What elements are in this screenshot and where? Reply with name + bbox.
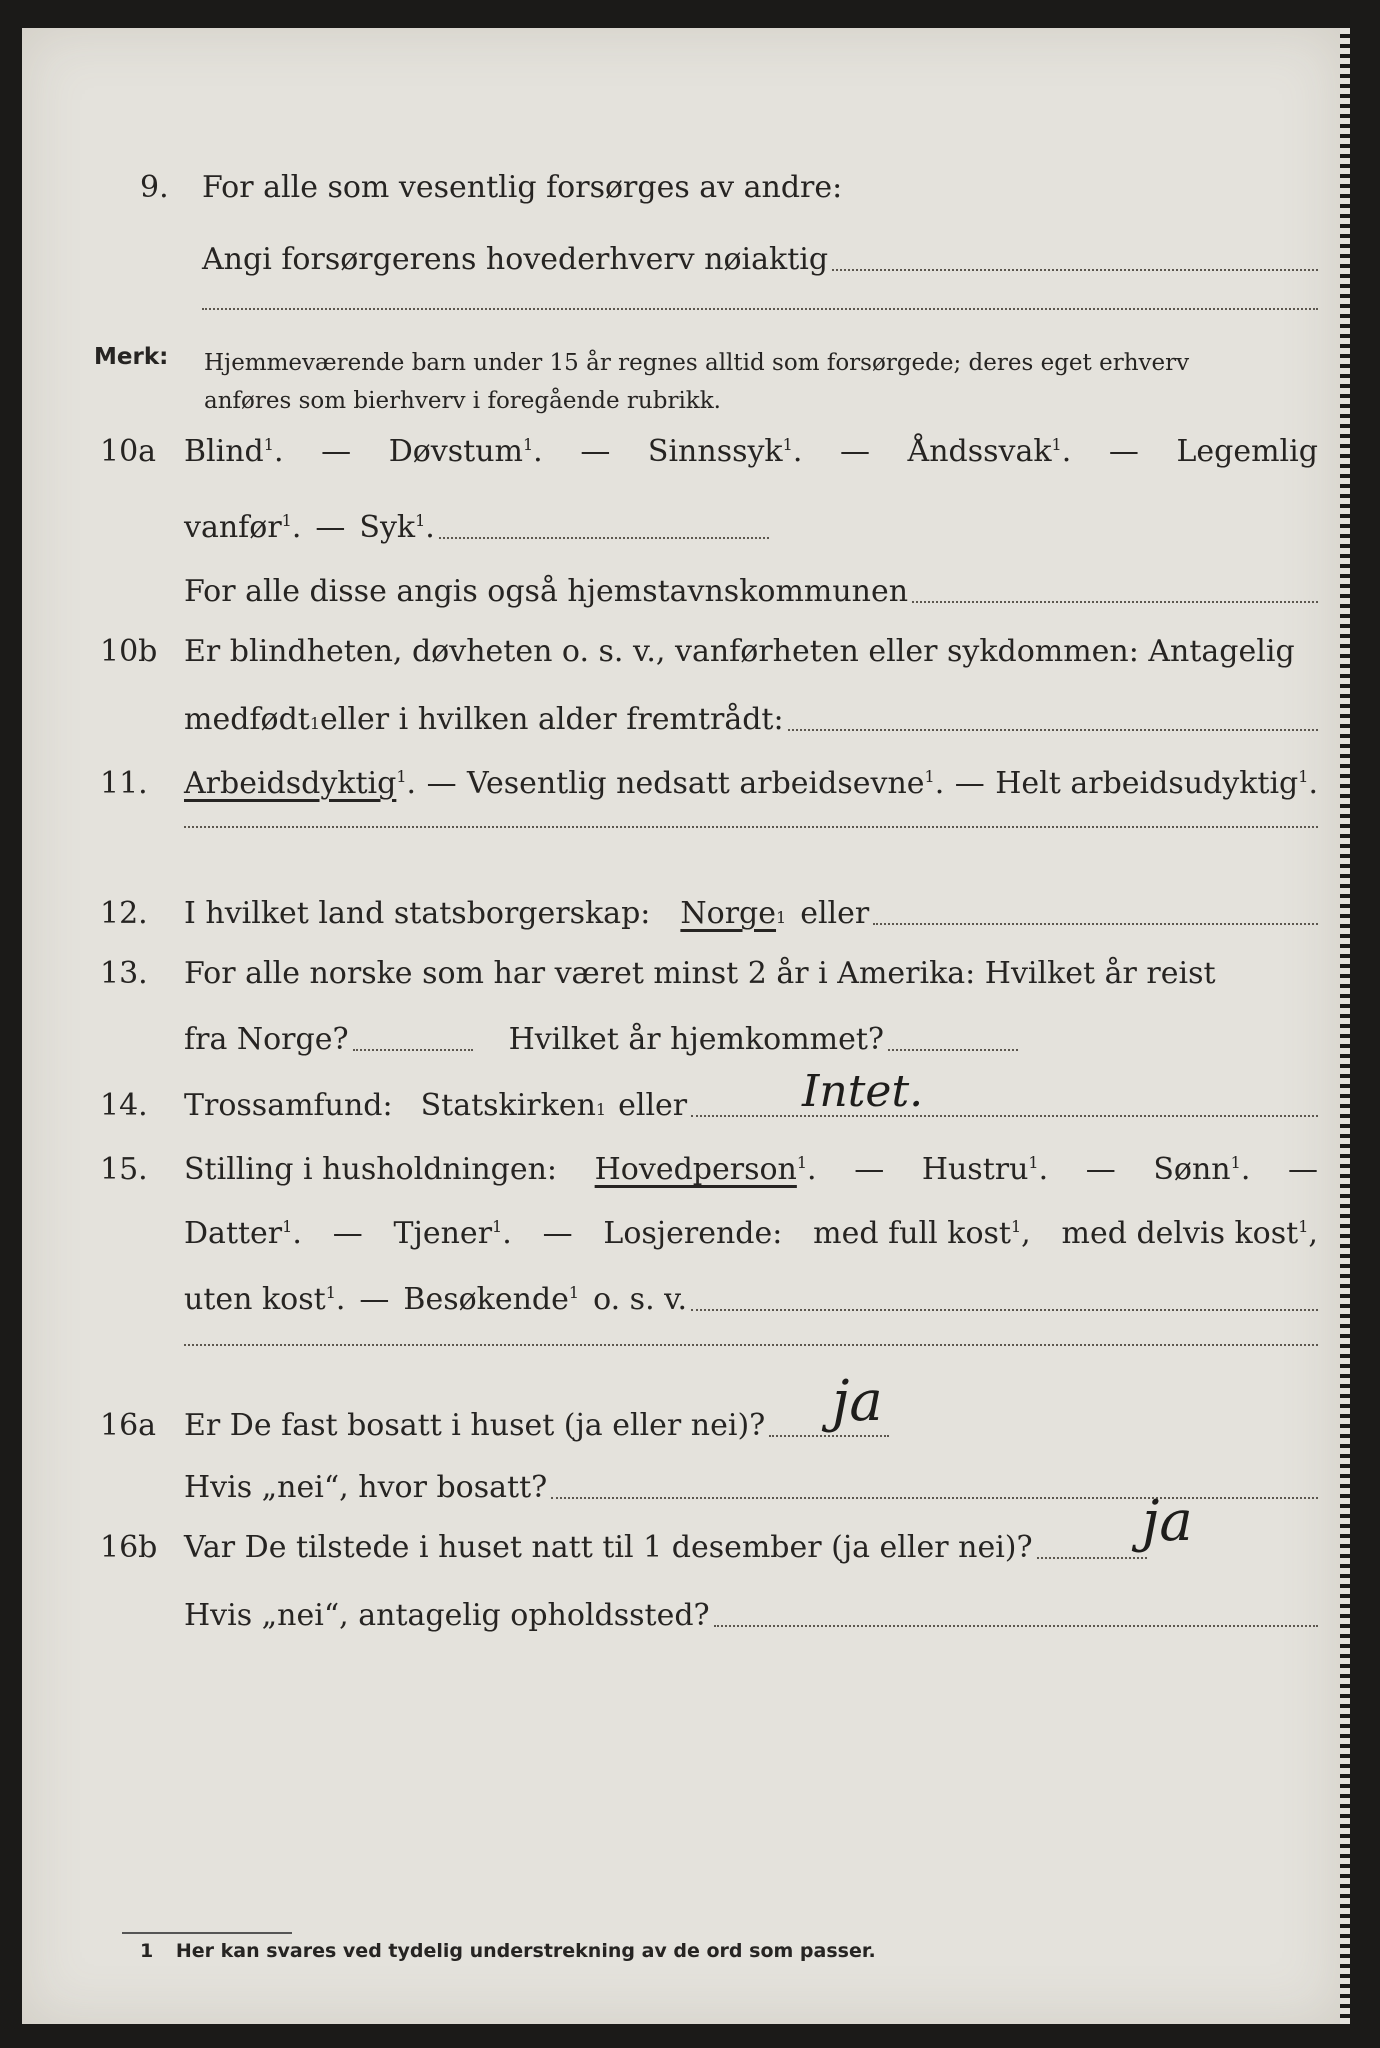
opt-dovstum[interactable]: Døvstum — [388, 434, 523, 469]
opt-besokende[interactable]: Besøkende — [403, 1282, 569, 1317]
q14-number: 14. — [100, 1088, 148, 1123]
merk-label: Merk: — [94, 344, 169, 370]
q9-extra-line[interactable] — [202, 308, 1318, 310]
opt-full-kost[interactable]: med full kost — [813, 1216, 1011, 1251]
footnote-text: Her kan svares ved tydelig understrekning av de ord som passer. — [175, 1940, 876, 1962]
opt-sinnssyk[interactable]: Sinnssyk — [647, 434, 783, 469]
q11-row: 11. Arbeidsdyktig$^1$. — Vesentlig nedsatt arbeidsevne$^1$. — Helt arbeidsudyktig$^1$. — [22, 764, 1342, 804]
q10b-answer-line[interactable] — [788, 729, 1318, 731]
q13-row2 — [22, 1020, 1342, 1060]
opt-delvis-kost[interactable]: med delvis kost — [1061, 1216, 1299, 1251]
q9-number: 9. — [140, 170, 169, 205]
q10b-alder-prompt: eller i hvilken alder fremtrådt: — [320, 702, 784, 737]
opt-uten-kost[interactable]: uten kost — [184, 1282, 326, 1317]
q12-number: 12. — [100, 896, 148, 931]
q10b-number: 10b — [100, 634, 158, 669]
q16a-number: 16a — [100, 1408, 157, 1443]
q9-prompt-row — [22, 240, 1342, 280]
q16a-prompt: Er De fast bosatt i huset (ja eller nei)? — [184, 1408, 766, 1443]
q9-heading: For alle som vesentlig forsørges av andre: — [202, 170, 843, 205]
opt-sonn[interactable]: Sønn — [1153, 1152, 1231, 1187]
opt-blind[interactable]: Blind — [184, 434, 264, 469]
q11-extra-line[interactable] — [184, 826, 1318, 828]
q13-hjemkommet-line[interactable] — [888, 1049, 1018, 1051]
q10b-row2: medfødt 1 eller i hvilken alder fremtrådt: — [22, 700, 1342, 740]
opt-arbeidsudyktig[interactable]: Helt arbeidsudyktig — [995, 766, 1299, 801]
q16b-row2 — [22, 1596, 1342, 1636]
footnote-rule — [122, 1932, 292, 1934]
q14-row: 14. Trossamfund: Statskirken 1 eller Intet. — [22, 1086, 1342, 1126]
opt-hustru[interactable]: Hustru — [921, 1152, 1029, 1187]
opt-vanfor[interactable]: vanfør — [184, 510, 282, 545]
q10a-row2: vanfør$^1$. — Syk$^1$. — [22, 508, 1342, 548]
q11-number: 11. — [100, 766, 148, 801]
q10a-kommune-prompt: For alle disse angis også hjemstavnskommunen — [184, 574, 909, 609]
opt-syk[interactable]: Syk — [359, 510, 416, 545]
opt-andssvak[interactable]: Åndssvak — [907, 434, 1052, 469]
q10a-row1: 10a Blind$^1$. — Døvstum$^1$. — Sinnssyk$^1$. — Åndssvak$^1$. — Legemlig — [22, 432, 1342, 472]
q13-line1: For alle norske som har været minst 2 år i Amerika: Hvilket år reist — [184, 956, 1216, 991]
q14-answer-line[interactable] — [691, 1115, 1318, 1117]
opt-norge[interactable]: Norge — [680, 896, 777, 931]
opt-nedsatt-arbeidsevne[interactable]: Vesentlig nedsatt arbeidsevne — [467, 766, 925, 801]
q16b-prompt2: Hvis „nei“, antagelig opholdssted? — [184, 1598, 710, 1633]
q10a-kommune-line[interactable] — [912, 601, 1318, 603]
q16b-prompt: Var De tilstede i huset natt til 1 desember (ja eller nei)? — [184, 1530, 1033, 1565]
q12-answer-line[interactable] — [873, 923, 1318, 925]
opt-datter[interactable]: Datter — [184, 1216, 283, 1251]
opt-tjener[interactable]: Tjener — [393, 1216, 493, 1251]
q16a-handwritten-answer: ja — [832, 1369, 883, 1434]
q15-answer-line[interactable] — [691, 1309, 1318, 1311]
q15-prompt: Stilling i husholdningen: — [184, 1152, 558, 1187]
q13-reist-line[interactable] — [353, 1049, 473, 1051]
opt-statskirken[interactable]: Statskirken — [420, 1088, 596, 1123]
opt-medfodt[interactable]: medfødt — [184, 702, 310, 737]
merk-line1: Hjemmeværende barn under 15 år regnes alltid som forsørgede; deres eget erhverv — [204, 350, 1190, 376]
q10a-syk-line[interactable] — [439, 537, 769, 539]
q10b-line1: Er blindheten, døvheten o. s. v., vanførheten eller sykdommen: Antagelig — [184, 634, 1295, 669]
q9-answer-line[interactable] — [832, 269, 1318, 271]
q10b-row1 — [22, 632, 1342, 672]
q13-row1 — [22, 954, 1342, 994]
q13-reist-prompt: fra Norge? — [184, 1022, 349, 1057]
q12-row: 12. I hvilket land statsborgerskap: Norge 1 eller — [22, 894, 1342, 934]
q13-number: 13. — [100, 956, 148, 991]
q15-extra-line[interactable] — [184, 1344, 1318, 1346]
q10a-row3 — [22, 572, 1342, 612]
footnote-mark: 1 — [140, 1940, 154, 1962]
census-form-sheet — [22, 28, 1342, 2024]
q15-row2: Datter$^1$. — Tjener$^1$. — Losjerende: med full kost$^1$, med delvis kost$^1$, — [22, 1214, 1342, 1254]
q15-row3: uten kost$^1$. — Besøkende$^1$ o. s. v. — [22, 1280, 1342, 1320]
q16b-opholdssted-line[interactable] — [714, 1625, 1318, 1627]
q16b-handwritten-answer: ja — [1142, 1489, 1193, 1554]
q16a-bosatt-line[interactable] — [551, 1497, 1318, 1499]
footnote — [140, 1940, 876, 1962]
q16a-answer-line[interactable] — [769, 1435, 889, 1437]
q13-hjemkommet-prompt: Hvilket år hjemkommet? — [508, 1022, 885, 1057]
q15-row1: 15. Stilling i husholdningen: Hovedperson$^1$. — Hustru$^1$. — Sønn$^1$. — — [22, 1150, 1342, 1190]
q16a-prompt2: Hvis „nei“, hvor bosatt? — [184, 1470, 548, 1505]
q14-prompt: Trossamfund: — [184, 1088, 393, 1123]
opt-arbeidsdyktig[interactable]: Arbeidsdyktig — [184, 766, 397, 801]
q15-losjerende: Losjerende: — [603, 1216, 783, 1251]
q15-osv: o. s. v. — [593, 1282, 688, 1317]
q14-eller: eller — [618, 1088, 688, 1123]
q15-number: 15. — [100, 1152, 148, 1187]
q9-prompt: Angi forsørgerens hovederhverv nøiaktig — [202, 242, 829, 277]
q16a-row1 — [22, 1369, 1342, 1446]
q12-prompt: I hvilket land statsborgerskap: — [184, 896, 651, 931]
opt-legemlig[interactable]: Legemlig — [1176, 434, 1318, 469]
q16b-number: 16b — [100, 1530, 158, 1565]
q14-handwritten-answer: Intet. — [802, 1066, 924, 1117]
opt-hovedperson[interactable]: Hovedperson — [594, 1152, 797, 1187]
merk-line2: anføres som bierhverv i foregående rubrikk. — [204, 388, 721, 414]
q16b-row1 — [22, 1489, 1342, 1568]
q16b-answer-line[interactable] — [1037, 1557, 1147, 1559]
q9-heading-row — [22, 168, 1342, 208]
q12-eller: eller — [800, 896, 870, 931]
q10a-number: 10a — [100, 434, 157, 469]
